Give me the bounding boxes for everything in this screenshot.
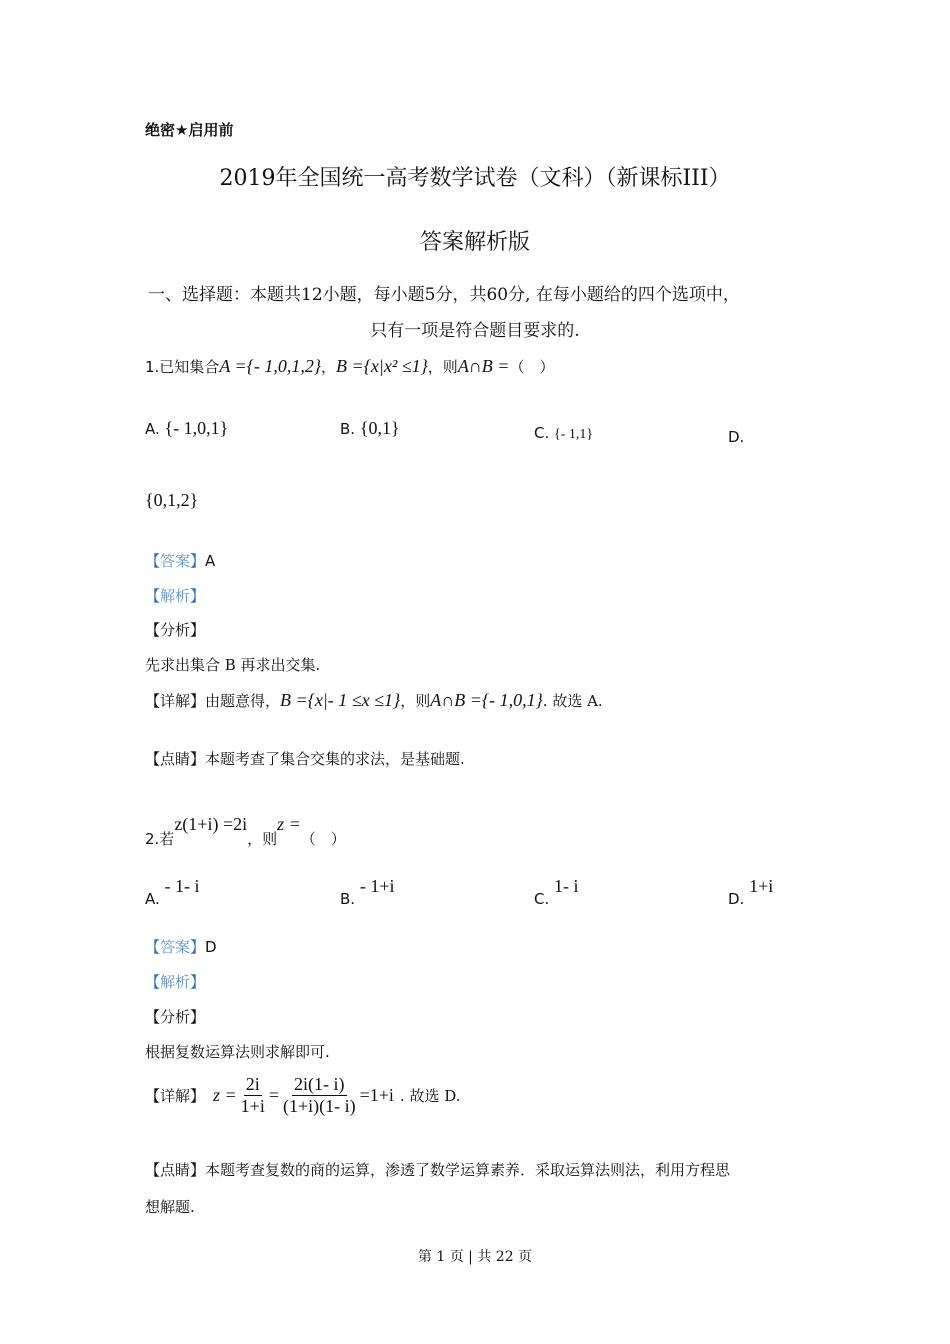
q2-comment (145, 1159, 730, 1180)
option-value: {- 1,1} (554, 427, 594, 442)
q1-fenxi-tag: 【分析】 (145, 621, 206, 639)
comment-text: 本题考查复数的商的运算，渗透了数学运算素养．采取运算法则法，利用方程思 (205, 1161, 731, 1179)
secret-label: 绝密★启用前 (145, 121, 234, 139)
option-value: 1- i (554, 876, 579, 896)
q2-analysis-tag: 【解析】 (145, 973, 206, 991)
q2-option-d[interactable] (728, 876, 774, 908)
q1-set-b: B ={x|x² ≤1} (336, 356, 428, 376)
detail-pre: 由题意得， (205, 692, 281, 710)
answer-tag: 【答案】 (145, 552, 206, 570)
detail-then: ，则 (400, 692, 431, 710)
doc-subtitle: 答案解析版 (419, 230, 530, 255)
option-label: C. (534, 424, 550, 442)
doc-title: 2019年全国统一高考数学试卷（文科）（新课标III） (219, 166, 731, 191)
answer-tag: 【答案】 (145, 938, 206, 956)
q1-detail (145, 690, 603, 711)
fraction-denominator: 1+i (240, 1096, 265, 1116)
q1-option-a[interactable] (145, 418, 228, 439)
q1-prefix: 1.已知集合 (145, 358, 220, 376)
detail-set-b: B ={x|- 1 ≤x ≤1} (280, 690, 401, 710)
fraction-2 (281, 1074, 358, 1117)
option-label: C. (534, 890, 550, 908)
q1-answer (145, 550, 215, 571)
option-label: D. (728, 890, 745, 908)
q1-option-d[interactable] (728, 428, 744, 446)
q1-comment (145, 748, 465, 769)
option-value: 1+i (749, 876, 774, 896)
detail-result: =1+i (359, 1085, 394, 1105)
option-value: - 1- i (164, 876, 200, 896)
comment-tag: 【点睛】 (145, 750, 206, 768)
q1-fenxi: 先求出集合 B 再求出交集. (145, 656, 321, 674)
fraction-numerator: 2i (245, 1074, 260, 1094)
q2-fenxi: 根据复数运算法则求解即可. (145, 1043, 330, 1061)
q2-option-c[interactable] (534, 876, 579, 908)
q1-paren: （ ） (509, 358, 555, 376)
q2-comment-line2: 想解题. (145, 1198, 195, 1216)
q1-sep: ， (321, 358, 337, 376)
q2-expr: z = (277, 814, 301, 834)
q1-then: ，则 (427, 358, 458, 376)
question-1 (145, 356, 554, 377)
answer-value: A (205, 552, 216, 570)
detail-z: z = (213, 1085, 237, 1105)
option-value: {- 1,0,1} (164, 418, 229, 438)
q2-paren: （ ） (300, 830, 346, 848)
option-value: {0,1} (359, 418, 400, 438)
q1-option-b[interactable] (340, 418, 400, 439)
q2-fenxi-tag: 【分析】 (145, 1008, 206, 1026)
option-value: - 1+i (359, 876, 395, 896)
q2-detail (145, 1074, 461, 1117)
q1-set-a: A ={- 1,0,1,2} (219, 356, 322, 376)
question-2 (145, 814, 346, 848)
detail-result: A∩B ={- 1,0,1} (430, 690, 543, 710)
q2-option-b[interactable] (340, 876, 395, 908)
section-heading-line2: 只有一项是符合题目要求的. (370, 321, 580, 341)
option-label: A. (145, 420, 160, 438)
option-label: B. (340, 420, 356, 438)
q2-condition: z(1+i) =2i (174, 814, 248, 834)
option-label: A. (145, 890, 160, 908)
q2-then: ，则 (247, 830, 278, 848)
section-heading-line1: 一、选择题：本题共12小题，每小题5分，共60分, 在每小题给的四个选项中， (148, 285, 740, 305)
detail-tag: 【详解】 (145, 692, 206, 710)
q1-analysis-tag: 【解析】 (145, 587, 206, 605)
option-label: D. (728, 428, 745, 446)
q1-expr: A∩B = (457, 356, 510, 376)
detail-end: . 故选 D. (399, 1087, 461, 1105)
fraction-1 (239, 1074, 267, 1117)
detail-end: . 故选 A. (542, 692, 603, 710)
comment-tag: 【点睛】 (145, 1161, 206, 1179)
q2-answer (145, 936, 217, 957)
q2-option-a[interactable] (145, 876, 200, 908)
equals: = (268, 1085, 279, 1105)
fraction-denominator: (1+i)(1- i) (282, 1096, 356, 1116)
page-footer: 第 1 页 | 共 22 页 (417, 1249, 533, 1265)
comment-text: 本题考查了集合交集的求法，是基础题. (205, 750, 465, 768)
option-label: B. (340, 890, 356, 908)
q2-prefix: 2.若 (145, 830, 175, 848)
q1-option-d-value: {0,1,2} (145, 490, 199, 510)
detail-tag: 【详解】 (145, 1087, 206, 1105)
answer-value: D (205, 938, 217, 956)
fraction-numerator: 2i(1- i) (294, 1074, 345, 1094)
q1-option-c[interactable] (534, 424, 593, 443)
